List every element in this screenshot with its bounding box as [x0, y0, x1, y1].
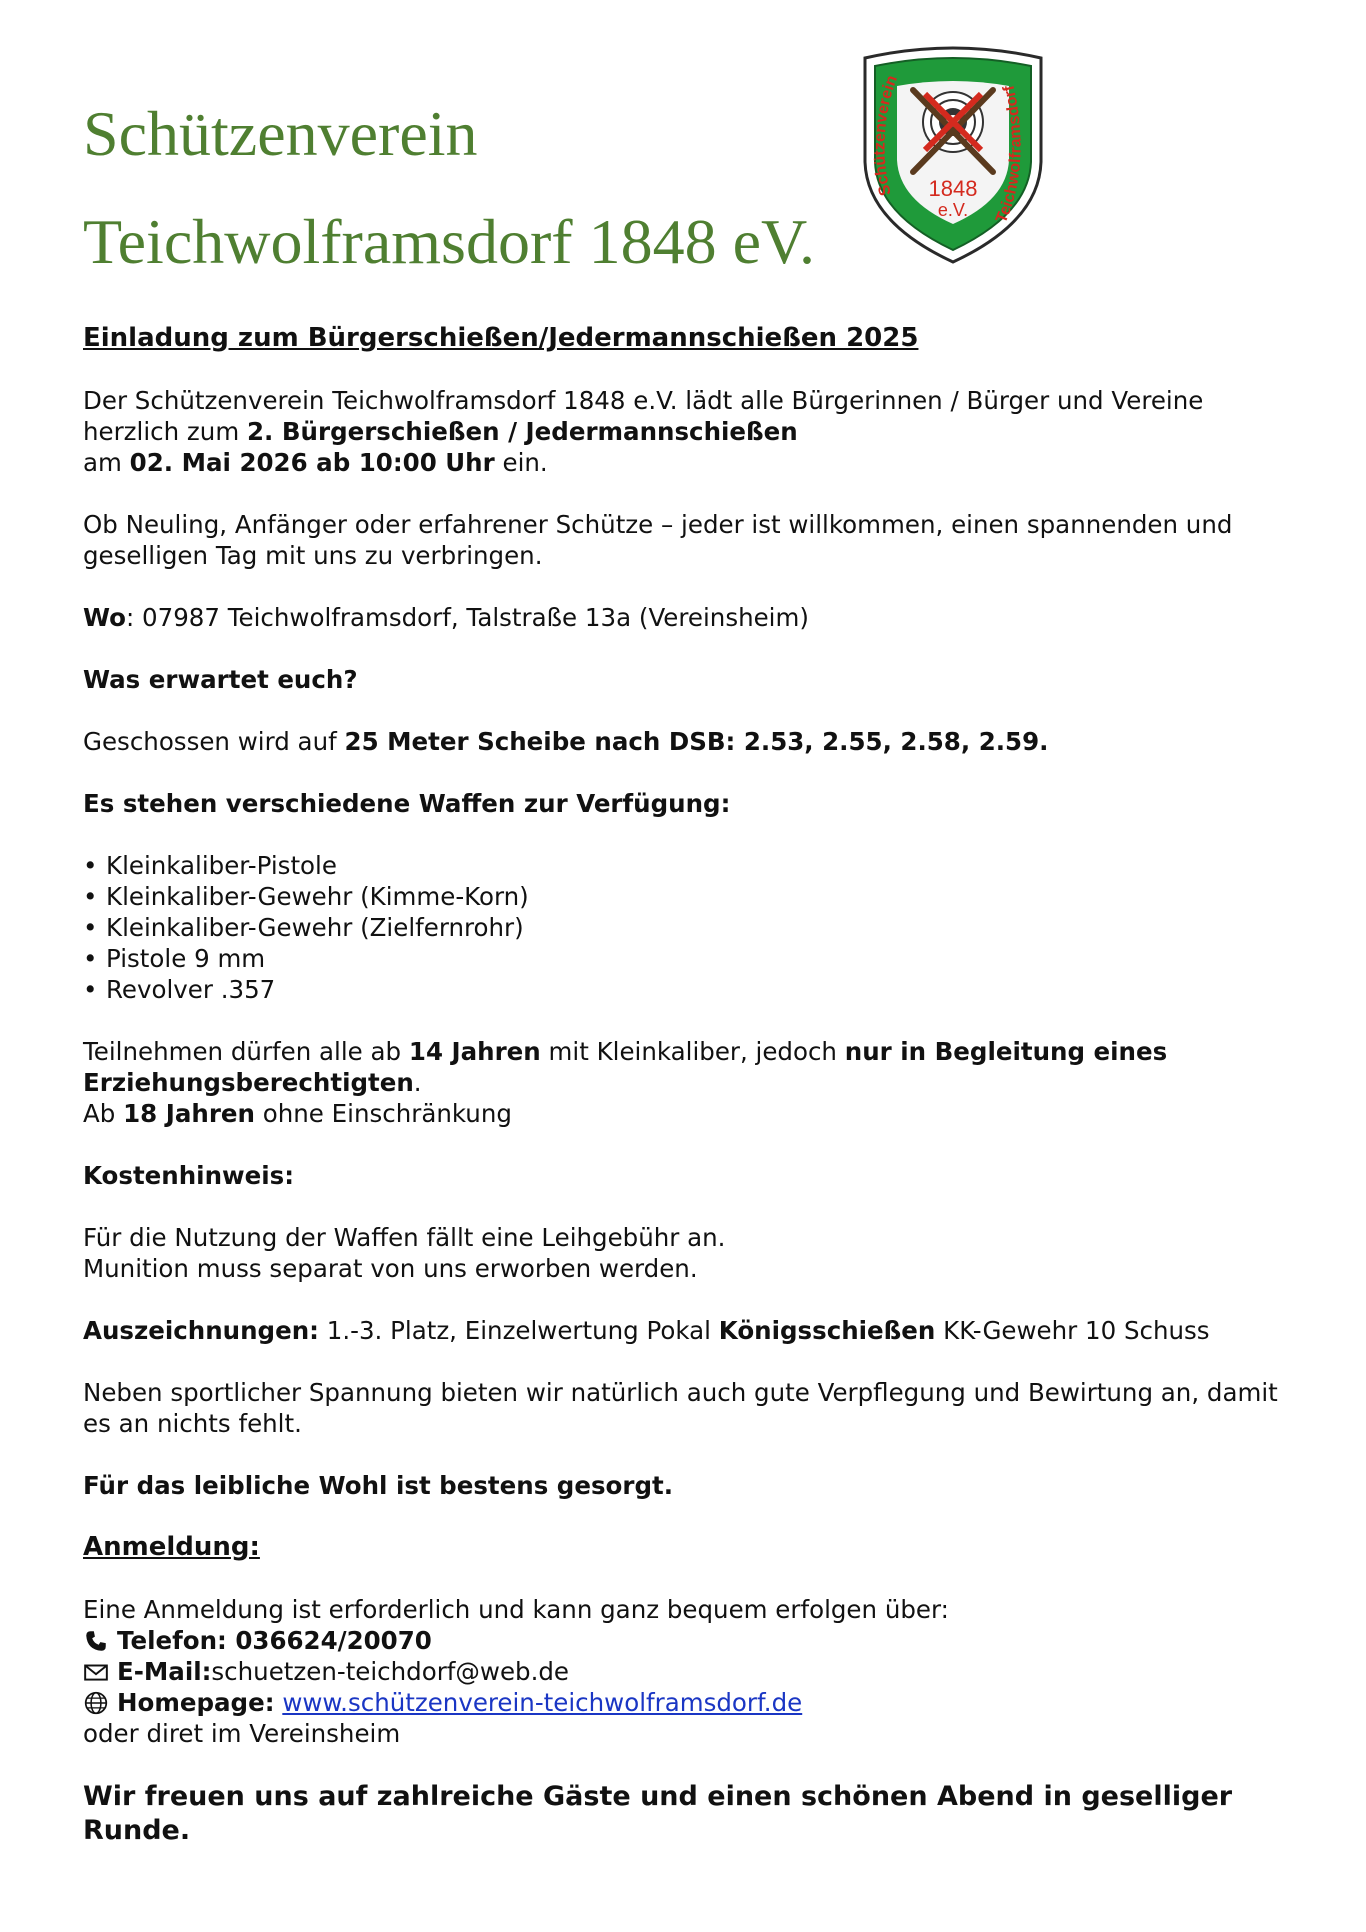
- target-spec: 25 Meter Scheibe nach DSB: 2.53, 2.55, 2.58, 2.59.: [344, 727, 1049, 756]
- phone-icon: [83, 1628, 109, 1654]
- email-address[interactable]: schuetzen-teichdorf@web.de: [211, 1657, 569, 1686]
- flyer-body: [83, 323, 1303, 1848]
- age-paragraph: Teilnehmen dürfen alle ab 14 Jahren mit Kleinkaliber, jedoch nur in Begleitung eines Erziehungsberechtigten. Ab 18 Jahren ohne Einschränkung: [83, 1037, 1168, 1128]
- cost-paragraph: Für die Nutzung der Waffen fällt eine Leihgebühr an. Munition muss separat von uns erworben werden.: [83, 1223, 726, 1283]
- food-line: Für das leibliche Wohl ist bestens gesorgt.: [83, 1471, 674, 1500]
- intro-event: 2. Bürgerschießen / Jedermannschießen: [246, 417, 798, 446]
- emblem-arc-left: Schützenverein: [871, 73, 902, 198]
- direct-line: oder diret im Vereinsheim: [83, 1719, 401, 1748]
- emblem-arc-right: Teichwolframsdorf: [993, 83, 1025, 226]
- closing-statement: Wir freuen uns auf zahlreiche Gäste und einen schönen Abend in geselliger Runde.: [83, 1781, 1233, 1846]
- location-line: [83, 602, 1303, 633]
- email-line: [83, 1656, 1303, 1687]
- phone-number: Telefon: 036624/20070: [117, 1626, 432, 1655]
- location-value: : 07987 Teichwolframsdorf, Talstraße 13a (Vereinsheim): [125, 603, 809, 632]
- emblem-ev: e.V.: [937, 200, 969, 220]
- intro-text: Der Schützenverein Teichwolframsdorf 1848 e.V. lädt alle Bürgerinnen / Bürger und Vereine herzlich zum: [83, 386, 1204, 446]
- list-item: • Kleinkaliber-Gewehr (Kimme-Korn): [83, 881, 1303, 912]
- intro-am: am: [83, 448, 130, 477]
- cost-heading: Kostenhinweis:: [83, 1161, 295, 1190]
- list-item: • Kleinkaliber-Gewehr (Zielfernrohr): [83, 912, 1303, 943]
- welcome-paragraph: Ob Neuling, Anfänger oder erfahrener Schütze – jeder ist willkommen, einen spannenden und geselligen Tag mit uns zu verbringen.: [83, 510, 1233, 570]
- club-title-line1: Schützenverein: [83, 98, 478, 169]
- emblem-year: 1848: [928, 176, 978, 201]
- intro-end: ein.: [494, 448, 548, 477]
- homepage-label: Homepage:: [117, 1688, 275, 1717]
- registration-intro: Eine Anmeldung ist erforderlich und kann ganz bequem erfolgen über:: [83, 1595, 949, 1624]
- weapons-list: [83, 850, 1303, 1005]
- expect-heading: Was erwartet euch?: [83, 665, 358, 694]
- catering-paragraph: Neben sportlicher Spannung bieten wir natürlich auch gute Verpflegung und Bewirtung an, damit es an nichts fehlt.: [83, 1378, 1278, 1438]
- club-title: [83, 80, 815, 296]
- awards-line: Auszeichnungen: 1.-3. Platz, Einzelwertung Pokal Königsschießen KK-Gewehr 10 Schuss: [83, 1316, 1210, 1345]
- intro-date: 02. Mai 2026 ab 10:00 Uhr: [129, 448, 495, 477]
- homepage-line: [83, 1687, 1303, 1718]
- homepage-link[interactable]: www.schützenverein-teichwolframsdorf.de: [282, 1688, 803, 1717]
- envelope-icon: [83, 1659, 109, 1685]
- globe-icon: [83, 1690, 109, 1716]
- intro-paragraph: [83, 385, 1303, 478]
- weapons-heading: Es stehen verschiedene Waffen zur Verfügung:: [83, 789, 731, 818]
- phone-line: [83, 1625, 1303, 1656]
- club-emblem: [855, 44, 1051, 266]
- list-item: • Pistole 9 mm: [83, 943, 1303, 974]
- list-item: • Revolver .357: [83, 974, 1303, 1005]
- target-line: Geschossen wird auf 25 Meter Scheibe nach DSB: 2.53, 2.55, 2.58, 2.59.: [83, 727, 1049, 756]
- location-label: Wo: [83, 603, 126, 632]
- club-title-line2: Teichwolframsdorf 1848 eV.: [83, 206, 815, 277]
- registration-heading: Anmeldung:: [83, 1532, 260, 1562]
- list-item: • Kleinkaliber-Pistole: [83, 850, 1303, 881]
- invitation-heading: Einladung zum Bürgerschießen/Jedermannschießen 2025: [83, 323, 919, 353]
- email-label: E-Mail:: [117, 1657, 212, 1686]
